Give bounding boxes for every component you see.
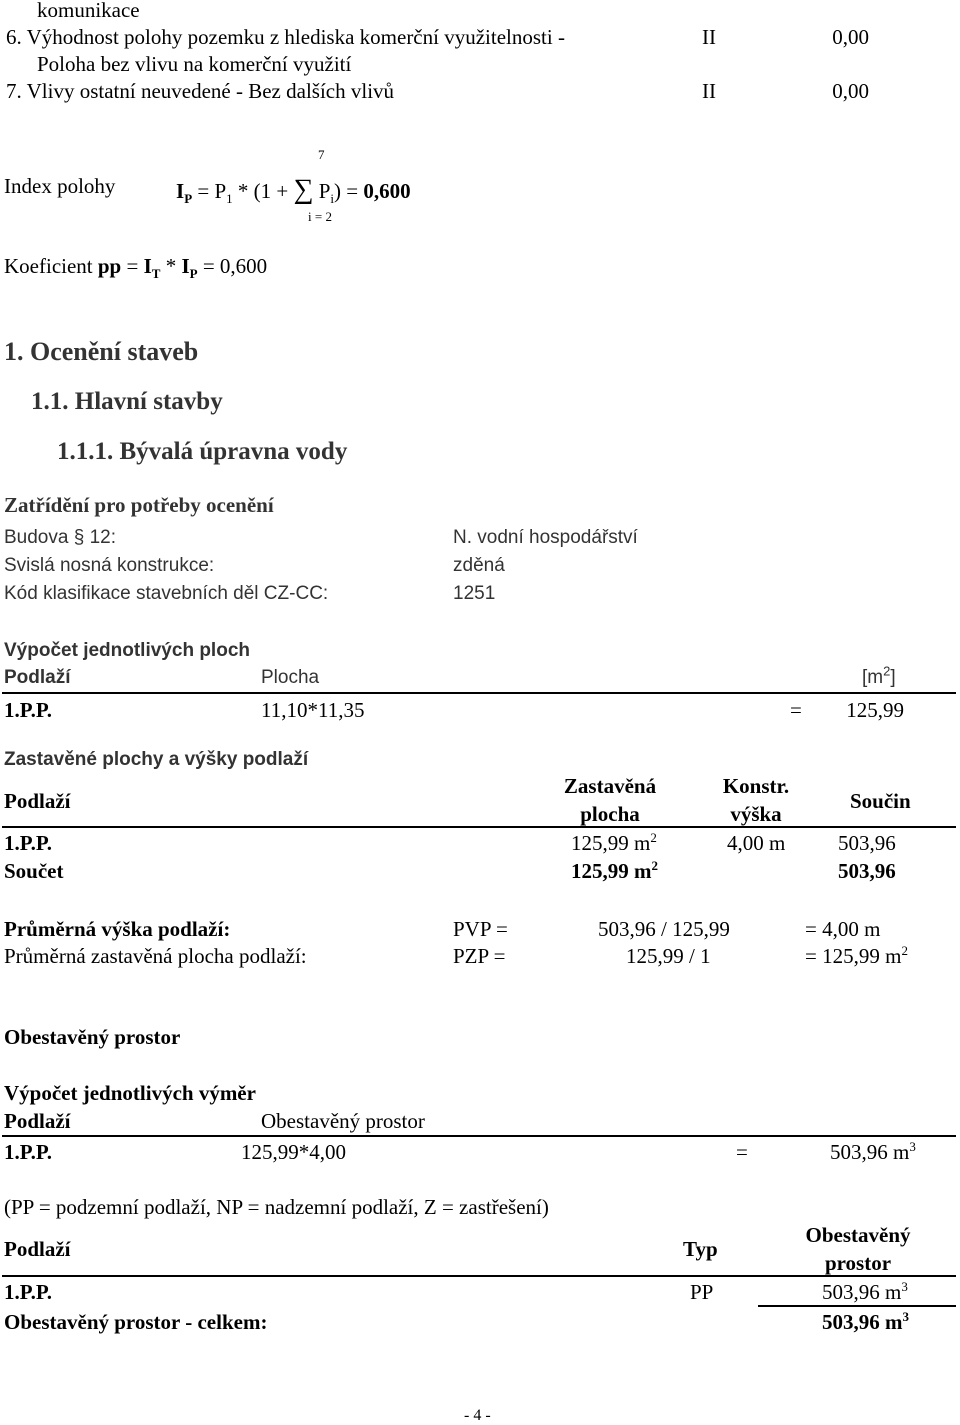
prumerna-plocha-label: Průměrná zastavěná plocha podlaží: (4, 944, 307, 968)
prumerna-plocha-expr: 125,99 / 1 (626, 944, 711, 968)
sigma-symbol: ∑ (293, 174, 314, 205)
vymery-col-podlazi: Podlaží (4, 1109, 71, 1133)
zatrideni-value-konstrukce: zděná (453, 555, 505, 576)
plochy-title: Výpočet jednotlivých ploch (4, 640, 250, 661)
vymery-col-prostor: Obestavěný prostor (261, 1109, 425, 1133)
zastavene-row-floor: 1.P.P. (4, 831, 53, 855)
zastavene-col-vyska-1: Konstr. (722, 774, 790, 798)
zastavene-col-vyska-2: výška (730, 802, 782, 826)
plochy-row-floor: 1.P.P. (4, 698, 53, 722)
zatrideni-value-kod: 1251 (453, 583, 496, 604)
vymery-row-expr: 125,99*4,00 (241, 1140, 346, 1164)
zastavene-col-plocha-2: plocha (580, 802, 640, 826)
typ-row-value: 503,96 $m^3$ (822, 1279, 908, 1304)
koeficient-formula: Koeficient pp = $I_T * I_P = 0,600$ (4, 254, 268, 282)
sum-upper-limit: 7 (318, 147, 325, 162)
typ-col-prostor-1: Obestavěný (805, 1223, 911, 1247)
zatrideni-label-konstrukce: Svislá nosná konstrukce: (4, 555, 215, 576)
typ-col-typ: Typ (683, 1237, 718, 1261)
zastavene-header-rule (2, 826, 956, 828)
zastavene-row-product: 503,96 (838, 831, 896, 855)
zatrideni-title: Zatřídění pro potřeby ocenění (4, 493, 274, 517)
row7-class: II (702, 79, 716, 103)
plochy-col-unit: $[m^2]$ (862, 663, 896, 688)
zastavene-sum-area: 125,99 $m^2$ (571, 858, 658, 883)
typ-total-rule (758, 1305, 956, 1307)
zatrideni-label-kod: Kód klasifikace stavebních děl CZ-CC: (4, 583, 329, 604)
line-komunikace: komunikace (37, 0, 140, 22)
typ-col-podlazi: Podlaží (4, 1237, 71, 1261)
typ-row-type: PP (690, 1280, 714, 1304)
row6-text: 6. Výhodnost polohy pozemku z hlediska komerční využitelnosti - (6, 25, 565, 49)
typ-col-prostor-2: prostor (824, 1251, 892, 1275)
prumerna-vyska-expr: 503,96 / 125,99 (598, 917, 730, 941)
zastavene-sum-product: 503,96 (838, 859, 896, 883)
vymery-row-floor: 1.P.P. (4, 1140, 53, 1164)
plochy-col-podlazi: Podlaží (4, 667, 71, 688)
row7-value: 0,00 (832, 79, 869, 103)
plochy-row-expr: 11,10*11,35 (261, 698, 365, 722)
index-label: Index polohy (4, 174, 116, 198)
zastavene-title: Zastavěné plochy a výšky podlaží (4, 749, 309, 770)
obestaveny-total-value: 503,96 $m^3$ (822, 1309, 909, 1334)
heading-hlavni-stavby: 1.1. Hlavní stavby (31, 388, 223, 415)
obestaveny-title: Obestavěný prostor (4, 1025, 181, 1049)
vymery-title: Výpočet jednotlivých výměr (4, 1081, 256, 1105)
plochy-row-eq: = (790, 698, 802, 722)
zastavene-row-height: 4,00 m (727, 831, 786, 855)
vymery-row-eq: = (736, 1140, 748, 1164)
heading-oceneni-staveb: 1. Ocenění staveb (4, 337, 199, 366)
obestaveny-total-label: Obestavěný prostor - celkem: (4, 1310, 268, 1334)
prumerna-plocha-code: PZP = (453, 944, 506, 968)
typ-header-rule (2, 1275, 956, 1277)
prumerna-plocha-result: = 125,99 $m^2$ (805, 943, 908, 968)
row6-class: II (702, 25, 716, 49)
vymery-header-rule (2, 1135, 956, 1137)
zastavene-sum-label: Součet (4, 859, 64, 883)
zastavene-row-area: 125,99 $m^2$ (571, 830, 657, 855)
row6-continuation: Poloha bez vlivu na komerční využití (37, 52, 352, 76)
zatrideni-label-budova: Budova § 12: (4, 527, 116, 548)
vymery-row-value: 503,96 $m^3$ (830, 1139, 916, 1164)
sum-lower-limit: i = 2 (308, 209, 332, 224)
prumerna-vyska-result: = 4,00 m (805, 917, 881, 941)
row6-value: 0,00 (832, 25, 869, 49)
zatrideni-value-budova: N. vodní hospodářství (453, 527, 638, 548)
heading-byvala-upravna-vody: 1.1.1. Bývalá úpravna vody (57, 438, 348, 465)
plochy-header-rule (2, 692, 956, 694)
plochy-row-value: 125,99 (846, 698, 904, 722)
zastavene-col-plocha-1: Zastavěná (563, 774, 657, 798)
legend-note: (PP = podzemní podlaží, NP = nadzemní podlaží, Z = zastřešení) (4, 1195, 549, 1219)
row7-text: 7. Vlivy ostatní neuvedené - Bez dalších vlivů (6, 79, 395, 103)
zastavene-col-podlazi: Podlaží (4, 789, 71, 813)
prumerna-vyska-label: Průměrná výška podlaží: (4, 917, 231, 941)
prumerna-vyska-code: PVP = (453, 917, 508, 941)
index-formula: $I_P = P_1 * (1$ + ∑ $P_i) = 0,600$ (176, 174, 411, 207)
typ-row-floor: 1.P.P. (4, 1280, 53, 1304)
zastavene-col-soucin: Součin (850, 789, 911, 813)
page-number: - 4 - (464, 1407, 491, 1424)
plochy-col-plocha: Plocha (261, 667, 320, 688)
